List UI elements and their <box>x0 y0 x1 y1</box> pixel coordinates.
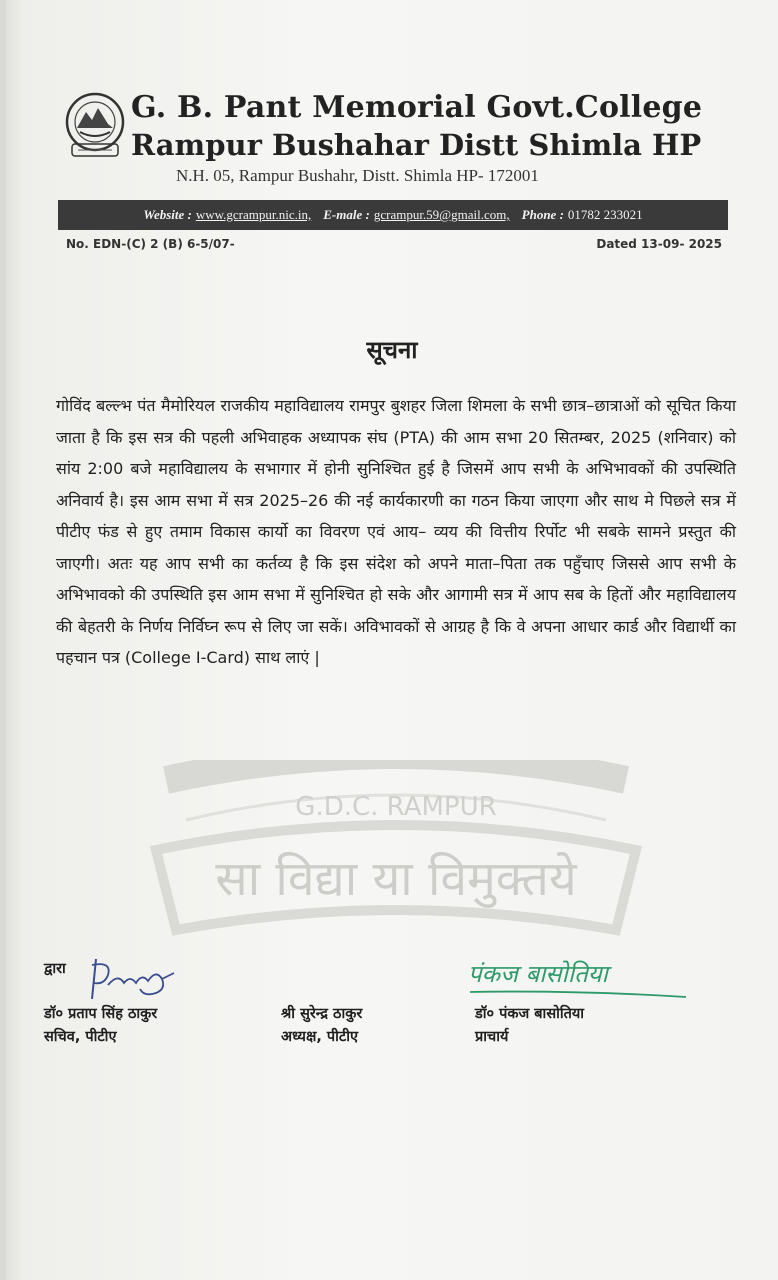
notice-body: गोविंद बल्ल्भ पंत मैमोरियल राजकीय महाविद्यालय रामपुर बुशहर जिला शिमला के सभी छात्र–छात्राओं को सूचित किया जाता है कि इस सत्र की पहली अभिवाहक अध्यापक संघ (PTA) की आम सभा 20 सितम्बर, 2025 (शनिवार) को सांय 2:00 बजे महाविद्यालय के सभागार में होनी सुनिश्चित हुई है जिसमें आप सभी के अभिभावकों की उपस्थिति अनिवार्य है। इस आम सभा में सत्र 2025–26 की नई कार्यकारणी का गठन किया जाएगा और साथ मे पिछले सत्र में पीटीए फंड से हुए तमाम विकास कार्यो का विवरण एवं आय– व्यय की वित्तीय रिर्पोट भी सबके सामने प्रस्तुत की जाएगी। अतः यह आप सभी का कर्तव्य है कि इस संदेश को अपने माता–पिता तक पहुँचाए जिससे आप सभी के अभिभावको की उपस्थिति इस आम सभा में सुनिश्चित हो सके और आगामी सत्र में आप सब के हितों और महाविद्यालय की बेहतरी के निर्णय निर्विघ्न रूप से लिए जा सकें। अविभावकों से आग्रह है कि वे अपना आधार कार्ड और विद्यार्थी का पहचान पत्र (College I-Card) साथ लाएं | <box>56 396 736 667</box>
principal-name: डॉ० पंकज बासोतिया <box>475 1006 585 1022</box>
by-label: द्वारा <box>44 961 66 977</box>
principal-signature-text: पंकज बासोतिया <box>468 960 608 988</box>
date-line: Dated 13-09- 2025 <box>596 237 722 251</box>
contact-band <box>58 200 728 230</box>
email-link[interactable]: gcrampur.59@gmail.com, <box>373 207 510 222</box>
college-address: N.H. 05, Rampur Bushahr, Distt. Shimla HP- 172001 <box>176 166 539 185</box>
phone-label: Phone : <box>521 207 564 222</box>
college-emblem-icon <box>64 88 126 162</box>
principal-signature <box>464 950 689 1005</box>
email-label: E-male : <box>323 207 370 222</box>
website-label: Website : <box>143 207 192 222</box>
notice-document <box>6 0 778 1280</box>
secretary-signatory <box>44 1003 157 1049</box>
principal-role: प्राचार्य <box>475 1029 509 1045</box>
secretary-signature-icon <box>78 955 188 1007</box>
college-name: G. B. Pant Memorial Govt.College <box>131 90 703 125</box>
secretary-name: डॉ० प्रताप सिंह ठाकुर <box>44 1006 158 1022</box>
watermark-name: G.D.C. RAMPUR <box>295 792 497 822</box>
principal-signatory <box>475 1003 584 1049</box>
president-signatory <box>281 1003 362 1049</box>
college-location: Rampur Bushahar Distt Shimla HP <box>131 128 702 162</box>
notice-heading: सूचना <box>366 336 418 364</box>
president-name: श्री सुरेन्द्र ठाकुर <box>281 1006 363 1022</box>
watermark-motto: सा विद्या या विमुक्तये <box>215 851 577 907</box>
president-role: अध्यक्ष, पीटीए <box>281 1029 358 1045</box>
website-link[interactable]: www.gcrampur.nic.in, <box>195 207 312 222</box>
reference-number: No. EDN-(C) 2 (B) 6-5/07- <box>66 237 235 251</box>
watermark-emblem <box>146 760 646 950</box>
secretary-role: सचिव, पीटीए <box>44 1029 117 1045</box>
phone-number: 01782 233021 <box>567 207 643 222</box>
